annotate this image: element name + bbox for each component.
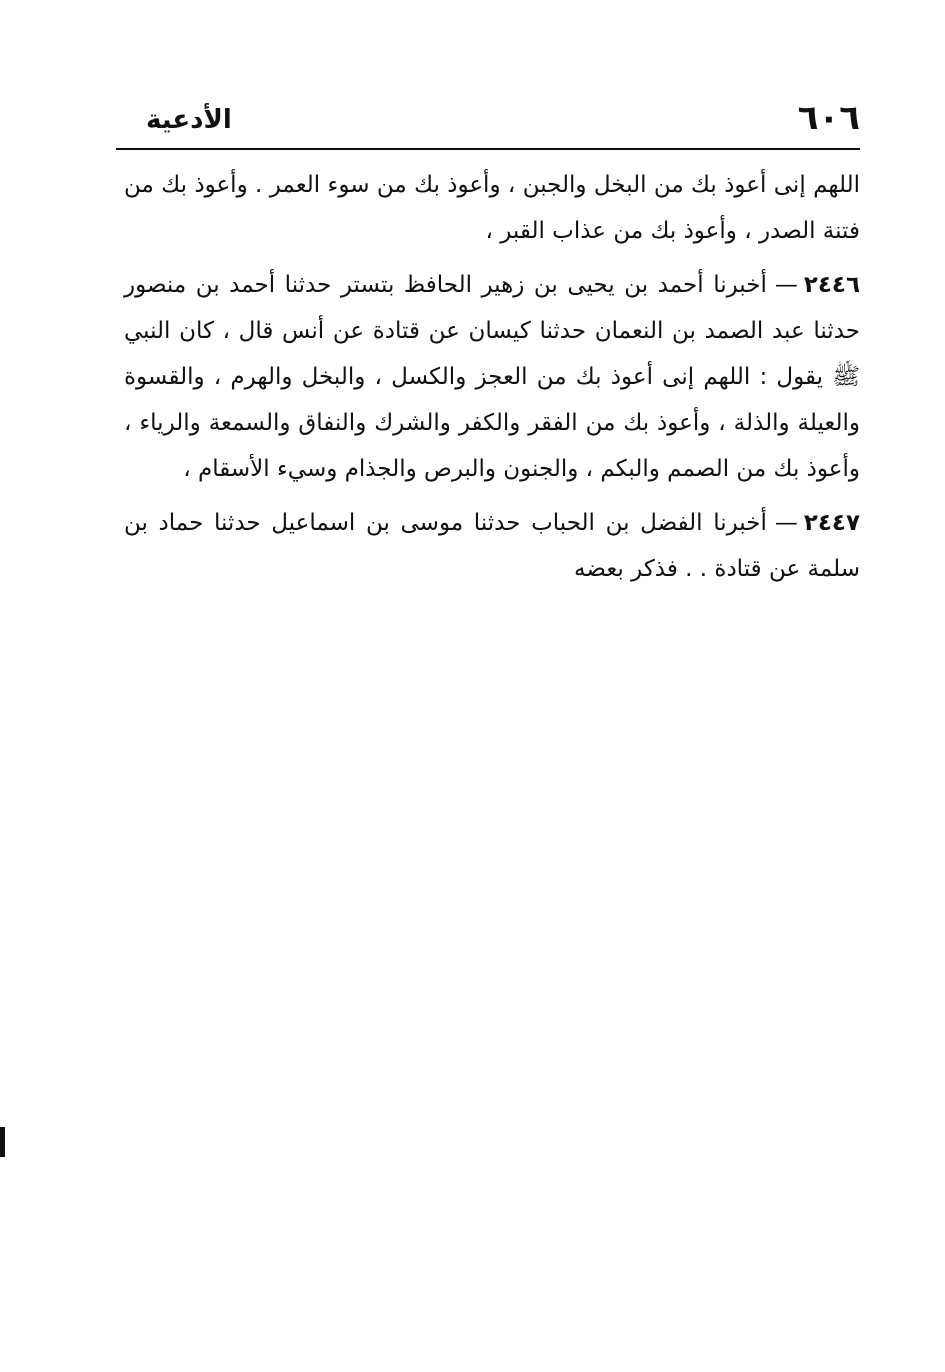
scan-edge-mark	[0, 1127, 5, 1157]
page-number: ٦٠٦	[797, 98, 860, 138]
hadith-2447	[124, 500, 860, 592]
page-header	[118, 96, 860, 148]
paragraph-continuation: اللهم إنى أعوذ بك من البخل والجبن ، وأعوذ بك من سوء العمر . وأعوذ بك من فتنة الصدر ، وأعوذ بك من عذاب القبر ،	[124, 172, 860, 244]
running-title: الأدعية	[146, 105, 232, 135]
hadith-2446	[124, 262, 860, 492]
header-rule	[116, 148, 860, 150]
hadith-text: أخبرنا الفضل بن الحباب حدثنا موسى بن اسماعيل حدثنا حماد بن سلمة عن قتادة . . فذكر بعضه	[124, 510, 860, 582]
hadith-text: أخبرنا أحمد بن يحيى بن زهير الحافظ بتستر حدثنا أحمد بن منصور حدثنا عبد الصمد بن النعمان حدثنا كيسان عن قتادة عن أنس قال ، كان النبي ﷺ يقول : اللهم إنى أعوذ بك من العجز والكسل ، والبخل والهرم ، والقسوة والعيلة والذلة ، وأعوذ بك من الفقر والكفر والشرك والنفاق والسمعة والرياء ، وأعوذ بك من الصمم والبكم ، والجنون والبرص والجذام وسيء الأسقام ،	[124, 272, 860, 482]
page-body	[124, 162, 860, 592]
hadith-number: ٢٤٤٧	[803, 510, 860, 536]
hadith-dash: —	[774, 272, 798, 298]
hadith-number: ٢٤٤٦	[803, 272, 860, 298]
hadith-dash: —	[774, 510, 798, 536]
